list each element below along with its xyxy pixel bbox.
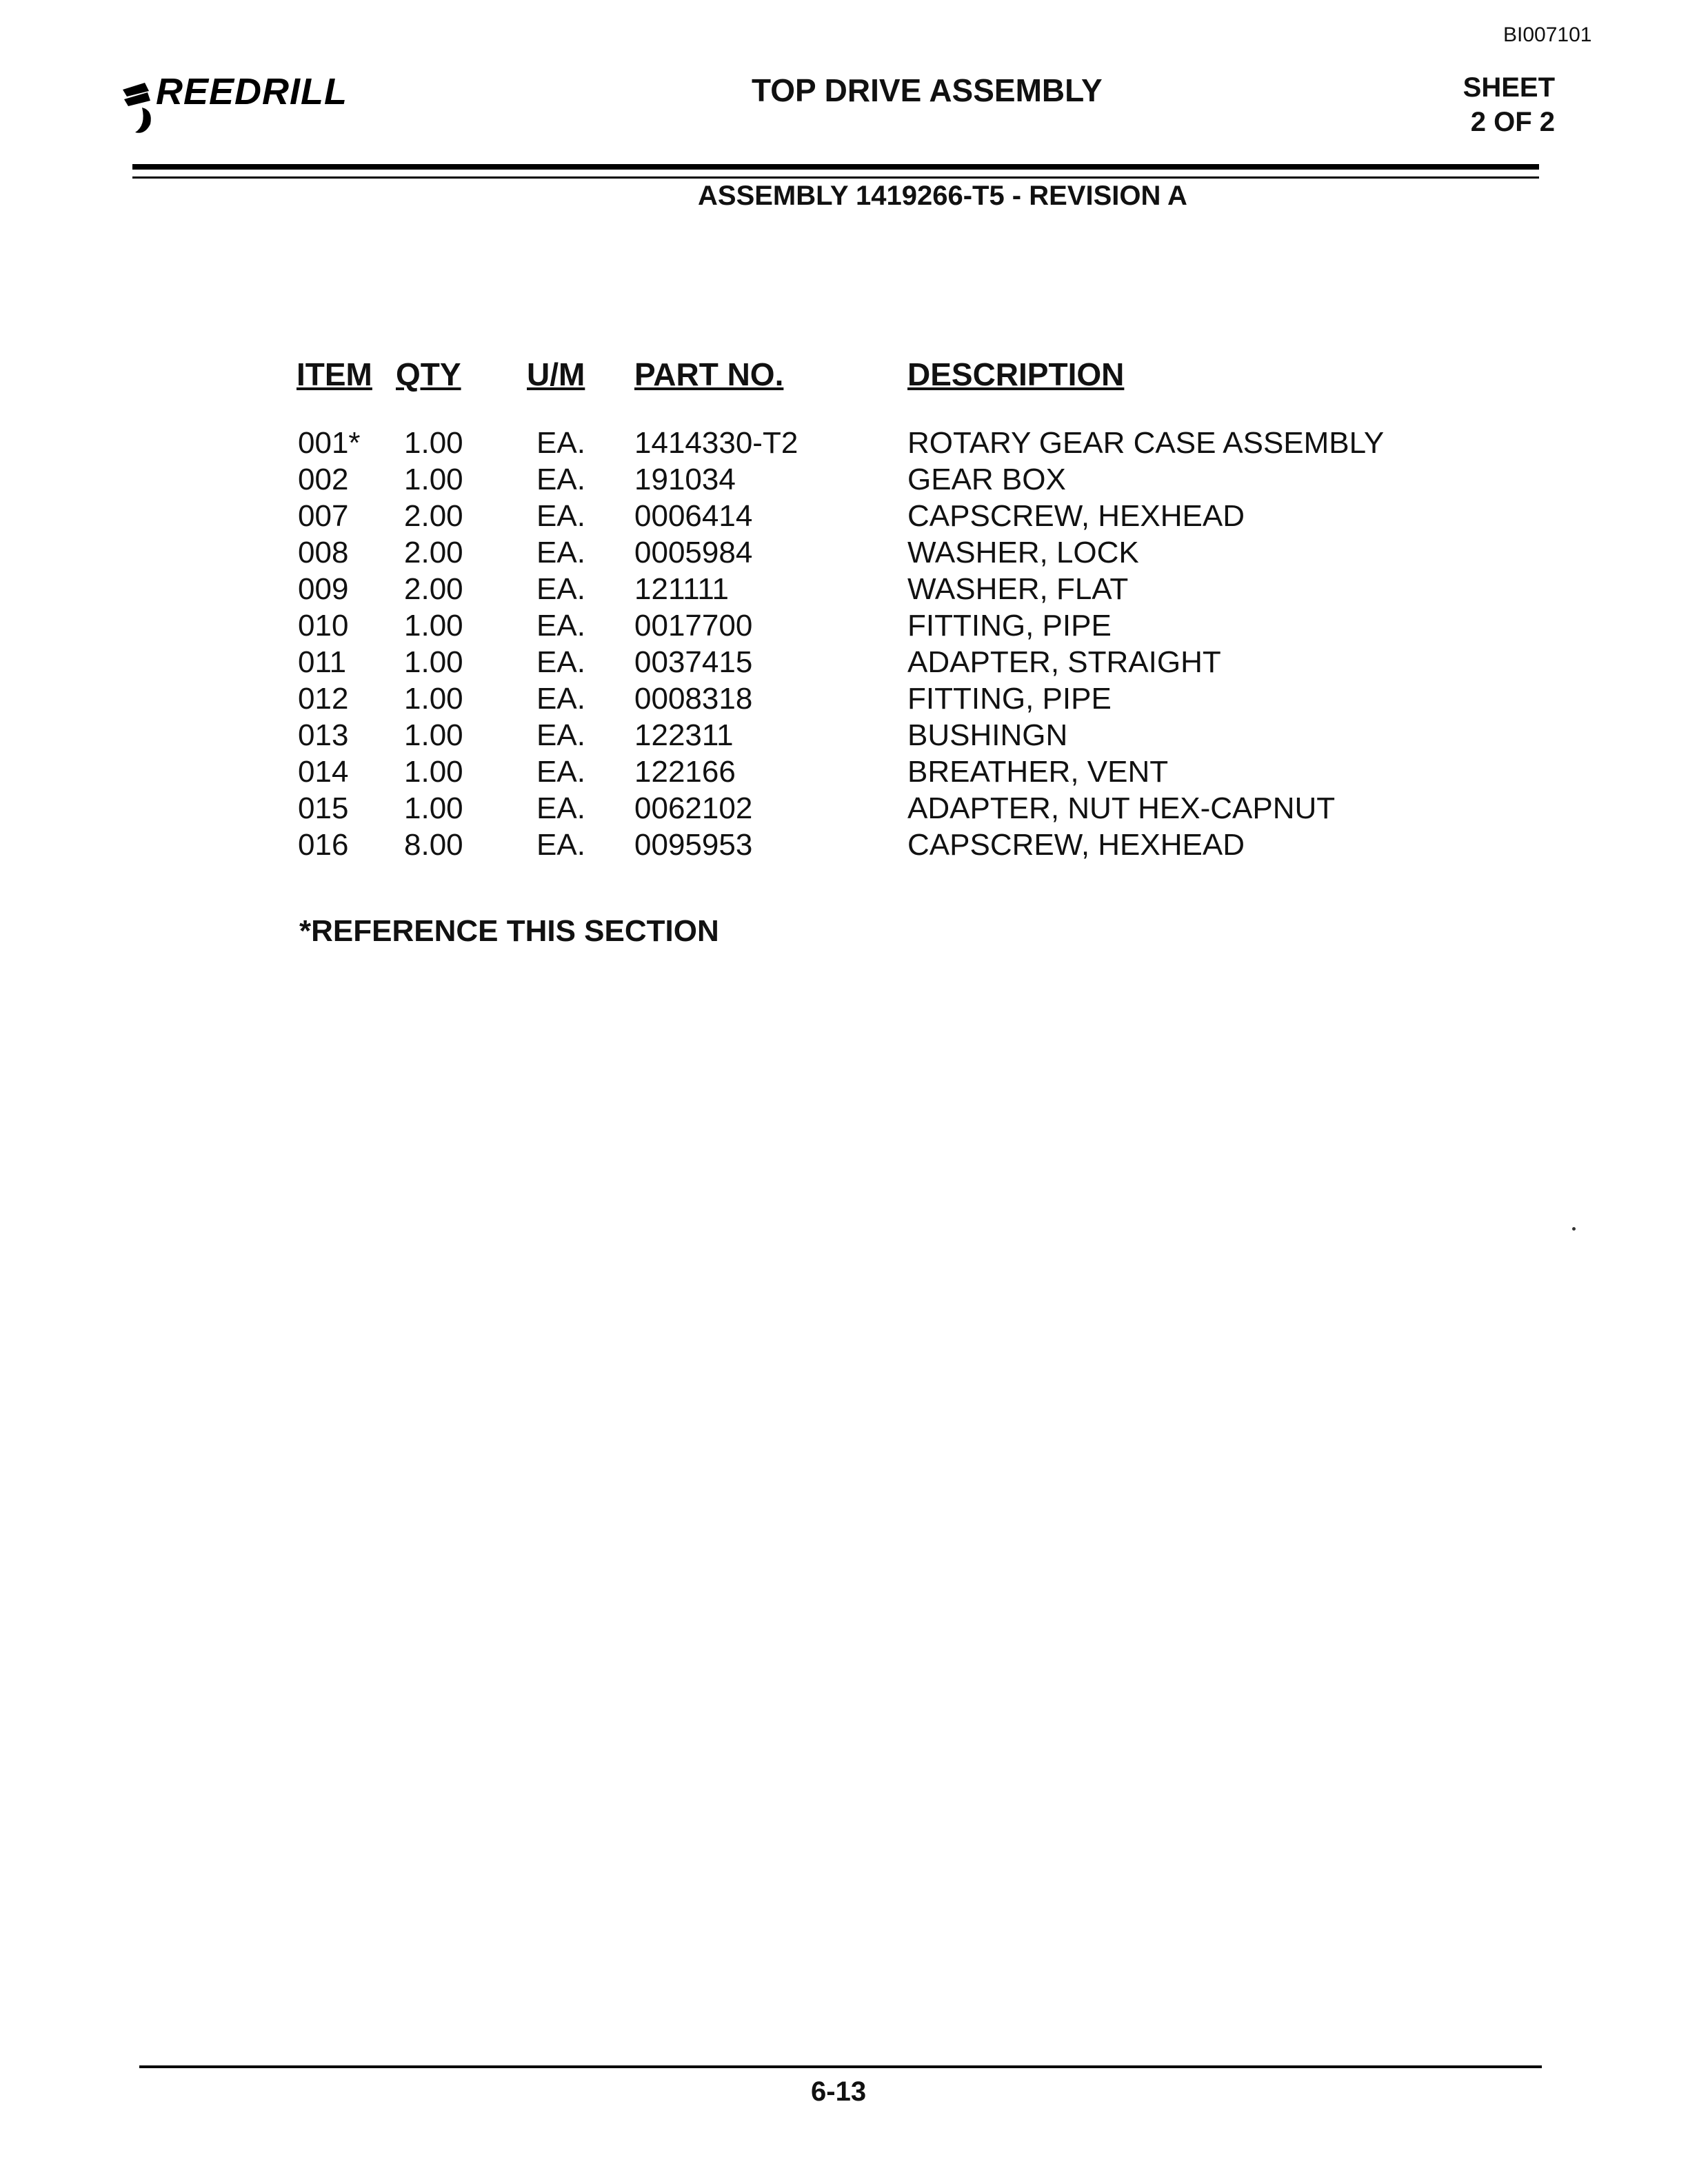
column-header-description: DESCRIPTION bbox=[907, 356, 1125, 392]
cell-part-no: 0006414 bbox=[634, 499, 753, 533]
page-number: 6-13 bbox=[811, 2076, 867, 2107]
cell-item: 012 bbox=[298, 682, 349, 716]
scan-speck bbox=[1572, 1227, 1576, 1231]
cell-part-no: 0017700 bbox=[634, 609, 753, 643]
document-id: BI007101 bbox=[1503, 23, 1592, 46]
cell-description: WASHER, LOCK bbox=[907, 536, 1139, 569]
table-row bbox=[297, 827, 1431, 863]
column-header-um: U/M bbox=[527, 356, 585, 392]
sheet-count: 2 OF 2 bbox=[1470, 107, 1555, 137]
table-row bbox=[297, 754, 1431, 790]
cell-qty: 2.00 bbox=[404, 499, 463, 533]
cell-qty: 2.00 bbox=[404, 572, 463, 606]
cell-part-no: 0008318 bbox=[634, 682, 753, 716]
table-row bbox=[297, 680, 1431, 717]
cell-item: 010 bbox=[298, 609, 349, 643]
column-header-item: ITEM bbox=[297, 356, 372, 392]
cell-item: 015 bbox=[298, 791, 349, 825]
header-divider-thin bbox=[132, 176, 1539, 179]
cell-part-no: 0062102 bbox=[634, 791, 753, 825]
cell-qty: 1.00 bbox=[404, 682, 463, 716]
cell-item: 011 bbox=[298, 645, 347, 679]
cell-part-no: 121111 bbox=[634, 572, 730, 606]
cell-um: EA. bbox=[536, 645, 585, 679]
cell-description: FITTING, PIPE bbox=[907, 609, 1112, 643]
cell-um: EA. bbox=[536, 682, 585, 716]
cell-um: EA. bbox=[536, 536, 585, 569]
table-row bbox=[297, 498, 1431, 534]
cell-qty: 1.00 bbox=[404, 609, 463, 643]
cell-item: 016 bbox=[298, 828, 349, 862]
cell-um: EA. bbox=[536, 609, 585, 643]
cell-um: EA. bbox=[536, 828, 585, 862]
cell-um: EA. bbox=[536, 572, 585, 606]
cell-part-no: 0037415 bbox=[634, 645, 753, 679]
cell-item: 008 bbox=[298, 536, 349, 569]
page-title: TOP DRIVE ASSEMBLY bbox=[752, 72, 1103, 108]
sheet-indicator bbox=[1445, 70, 1555, 139]
logo-wordmark: REEDRILL bbox=[156, 71, 348, 112]
cell-item: 014 bbox=[298, 755, 349, 789]
cell-part-no: 0005984 bbox=[634, 536, 753, 569]
cell-qty: 8.00 bbox=[404, 828, 463, 862]
company-logo bbox=[121, 69, 370, 145]
cell-qty: 1.00 bbox=[404, 645, 463, 679]
cell-item: 009 bbox=[298, 572, 349, 606]
cell-um: EA. bbox=[536, 791, 585, 825]
table-row bbox=[297, 425, 1431, 461]
cell-qty: 1.00 bbox=[404, 463, 463, 496]
cell-description: WASHER, FLAT bbox=[907, 572, 1129, 606]
cell-qty: 2.00 bbox=[404, 536, 463, 569]
cell-description: ROTARY GEAR CASE ASSEMBLY bbox=[907, 426, 1385, 460]
cell-description: BUSHINGN bbox=[907, 718, 1068, 752]
cell-part-no: 0095953 bbox=[634, 828, 753, 862]
sheet-label: SHEET bbox=[1463, 72, 1555, 103]
table-header-row bbox=[297, 356, 1431, 425]
cell-part-no: 122311 bbox=[634, 718, 734, 752]
cell-item: 002 bbox=[298, 463, 349, 496]
table-row bbox=[297, 534, 1431, 571]
cell-qty: 1.00 bbox=[404, 791, 463, 825]
cell-description: CAPSCREW, HEXHEAD bbox=[907, 828, 1245, 862]
cell-um: EA. bbox=[536, 718, 585, 752]
cell-um: EA. bbox=[536, 426, 585, 460]
cell-item: 001* bbox=[298, 426, 361, 460]
assembly-revision: ASSEMBLY 1419266-T5 - REVISION A bbox=[698, 181, 1187, 211]
table-row bbox=[297, 790, 1431, 827]
cell-um: EA. bbox=[536, 755, 585, 789]
cell-um: EA. bbox=[536, 499, 585, 533]
cell-part-no: 122166 bbox=[634, 755, 736, 789]
cell-qty: 1.00 bbox=[404, 755, 463, 789]
footer-divider bbox=[139, 2065, 1542, 2068]
header-divider-thick bbox=[132, 164, 1539, 170]
cell-description: GEAR BOX bbox=[907, 463, 1066, 496]
column-header-qty: QTY bbox=[396, 356, 461, 392]
cell-qty: 1.00 bbox=[404, 718, 463, 752]
column-header-part-no: PART NO. bbox=[634, 356, 784, 392]
table-row bbox=[297, 644, 1431, 680]
cell-qty: 1.00 bbox=[404, 426, 463, 460]
cell-description: ADAPTER, STRAIGHT bbox=[907, 645, 1221, 679]
parts-table-body bbox=[297, 425, 1431, 863]
cell-part-no: 191034 bbox=[634, 463, 736, 496]
cell-part-no: 1414330-T2 bbox=[634, 426, 798, 460]
table-row bbox=[297, 607, 1431, 644]
cell-description: ADAPTER, NUT HEX-CAPNUT bbox=[907, 791, 1336, 825]
parts-list-table bbox=[297, 356, 1431, 863]
cell-item: 007 bbox=[298, 499, 349, 533]
reference-note: *REFERENCE THIS SECTION bbox=[299, 914, 719, 948]
cell-item: 013 bbox=[298, 718, 349, 752]
table-row bbox=[297, 461, 1431, 498]
cell-um: EA. bbox=[536, 463, 585, 496]
table-row bbox=[297, 571, 1431, 607]
cell-description: FITTING, PIPE bbox=[907, 682, 1112, 716]
cell-description: BREATHER, VENT bbox=[907, 755, 1169, 789]
cell-description: CAPSCREW, HEXHEAD bbox=[907, 499, 1245, 533]
table-row bbox=[297, 717, 1431, 754]
